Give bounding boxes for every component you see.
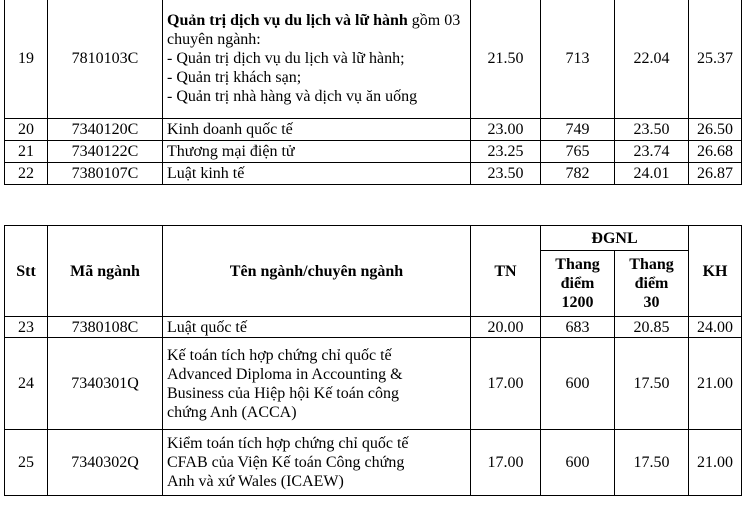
header-tn: TN	[471, 226, 541, 317]
program-name-line: Business của Hiệp hội Kế toán công	[167, 384, 399, 402]
tn-cell: 23.50	[471, 163, 541, 185]
header-row	[5, 226, 742, 251]
stt-cell: 20	[5, 119, 48, 141]
kh-cell: 21.00	[689, 338, 742, 430]
header-kh: KH	[689, 226, 742, 317]
dgnl1200-cell: 713	[541, 0, 615, 119]
dgnl1200-cell: 749	[541, 119, 615, 141]
stt-cell: 22	[5, 163, 48, 185]
tn-cell: 17.00	[471, 338, 541, 430]
program-name-line: Kiểm toán tích hợp chứng chỉ quốc tế	[167, 435, 409, 452]
program-name-cell	[163, 338, 471, 430]
stt-cell: 23	[5, 317, 48, 338]
program-name-cell	[163, 0, 471, 119]
kh-cell: 26.68	[689, 141, 742, 163]
tn-cell: 23.00	[471, 119, 541, 141]
header-program-name: Tên ngành/chuyên ngành	[163, 226, 471, 317]
program-name-cell	[163, 430, 471, 496]
code-cell: 7340120C	[48, 119, 163, 141]
table-row	[5, 430, 742, 496]
header-line: Thang	[555, 256, 600, 273]
table-row	[5, 163, 742, 185]
program-name-cell: Luật quốc tế	[163, 317, 471, 338]
dgnl30-cell: 24.01	[615, 163, 689, 185]
admission-table-bottom	[4, 225, 742, 496]
tn-cell: 23.25	[471, 141, 541, 163]
dgnl30-cell: 17.50	[615, 430, 689, 496]
table-row	[5, 119, 742, 141]
program-name-line: CFAB của Viện Kế toán Công chứng	[167, 454, 405, 471]
dgnl1200-cell: 782	[541, 163, 615, 185]
dgnl30-cell: 23.74	[615, 141, 689, 163]
header-line: Thang	[629, 256, 674, 273]
table-row	[5, 338, 742, 430]
code-cell: 7380107C	[48, 163, 163, 185]
program-name-line: Anh và xứ Wales (ICAEW)	[167, 473, 344, 490]
dgnl1200-cell: 683	[541, 317, 615, 338]
stt-cell: 19	[5, 0, 48, 119]
kh-cell: 25.37	[689, 0, 742, 119]
code-cell: 7380108C	[48, 317, 163, 338]
header-line: điểm	[560, 275, 595, 292]
kh-cell: 26.87	[689, 163, 742, 185]
tn-cell: 21.50	[471, 0, 541, 119]
header-line: 1200	[561, 294, 594, 311]
dgnl1200-cell: 765	[541, 141, 615, 163]
program-name-line: Advanced Diploma in Accounting &	[167, 365, 403, 383]
dgnl1200-cell: 600	[541, 430, 615, 496]
header-line: 30	[643, 294, 660, 311]
sub-program: - Quản trị dịch vụ du lịch và lữ hành;	[167, 49, 405, 67]
kh-cell: 26.50	[689, 119, 742, 141]
program-name-rest: gồm 03 chuyên ngành:	[167, 11, 461, 48]
program-name-cell: Luật kinh tế	[163, 163, 471, 185]
dgnl30-cell: 17.50	[615, 338, 689, 430]
code-cell: 7810103C	[48, 0, 163, 119]
sub-program: - Quản trị khách sạn;	[167, 68, 302, 86]
code-cell: 7340302Q	[48, 430, 163, 496]
header-dgnl: ĐGNL	[541, 226, 689, 251]
program-name-line: Kế toán tích hợp chứng chỉ quốc tế	[167, 346, 392, 364]
stt-cell: 25	[5, 430, 48, 496]
code-cell: 7340122C	[48, 141, 163, 163]
stt-cell: 24	[5, 338, 48, 430]
kh-cell: 21.00	[689, 430, 742, 496]
program-name-cell: Kinh doanh quốc tế	[163, 119, 471, 141]
sub-program: - Quản trị nhà hàng và dịch vụ ăn uống	[167, 87, 418, 105]
table-row	[5, 317, 742, 338]
header-line: điểm	[634, 275, 669, 292]
dgnl30-cell: 22.04	[615, 0, 689, 119]
dgnl30-cell: 23.50	[615, 119, 689, 141]
stt-cell: 21	[5, 141, 48, 163]
dgnl1200-cell: 600	[541, 338, 615, 430]
table-row	[5, 0, 742, 119]
tn-cell: 20.00	[471, 317, 541, 338]
header-dgnl-1200	[541, 251, 615, 317]
kh-cell: 24.00	[689, 317, 742, 338]
header-code: Mã ngành	[48, 226, 163, 317]
program-name-line: chứng Anh (ACCA)	[167, 403, 297, 421]
tn-cell: 17.00	[471, 430, 541, 496]
program-name-cell: Thương mại điện tử	[163, 141, 471, 163]
header-stt: Stt	[5, 226, 48, 317]
header-dgnl-30	[615, 251, 689, 317]
dgnl30-cell: 20.85	[615, 317, 689, 338]
program-name-bold: Quản trị dịch vụ du lịch và lữ hành	[167, 11, 408, 29]
code-cell: 7340301Q	[48, 338, 163, 430]
table-row	[5, 141, 742, 163]
admission-table-top	[4, 0, 742, 185]
